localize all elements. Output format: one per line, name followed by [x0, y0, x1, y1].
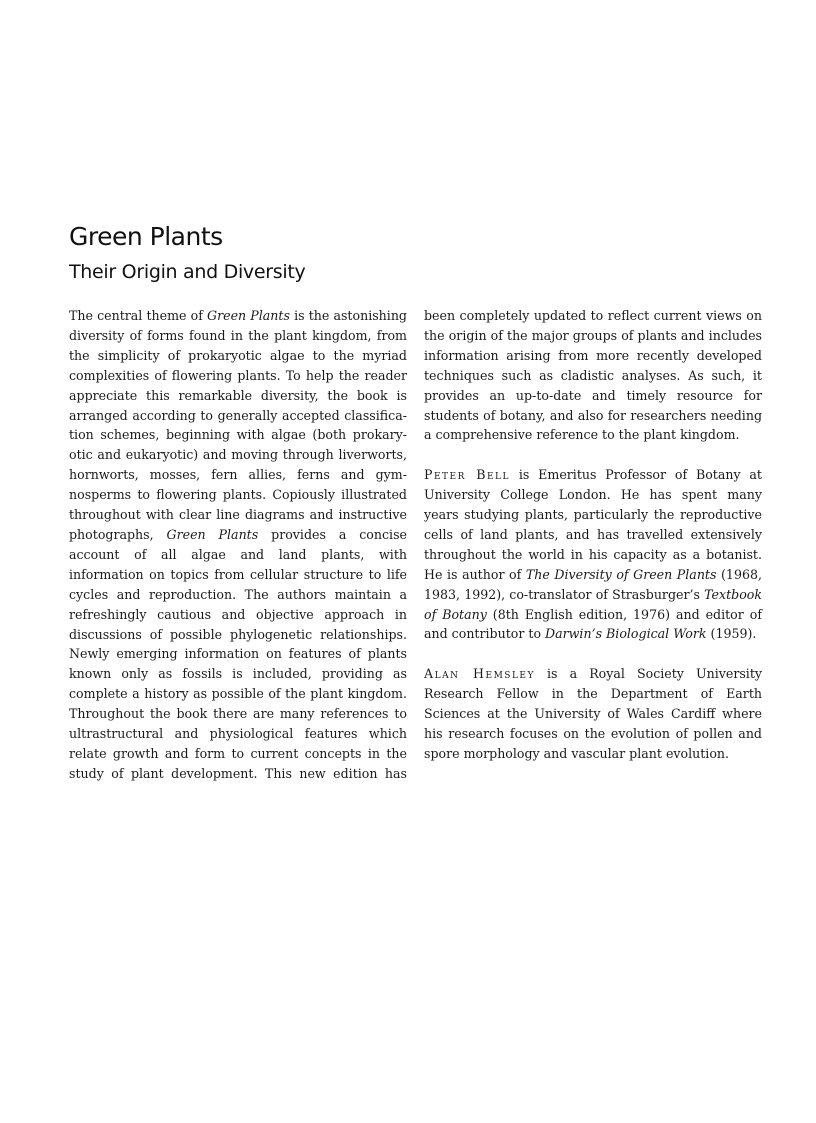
author-work-darwin: Darwin’s Biological Work: [545, 626, 707, 642]
author-work-diversity: The Diversity of Green Plants: [525, 566, 717, 582]
book-subtitle: Their Origin and Diversity: [69, 261, 306, 283]
author-bio-bell-text-b: (1968, 1983, 1992), co-translator of Strasburger’s: [424, 566, 762, 602]
author-bio-hemsley-text: is a Royal Society University Research Fellow in the Department of Earth Sciences at the University of Wales Cardiff where his research focuses on the evolution of pollen and spore morphology and vascular plant evolution.: [424, 666, 762, 761]
author-name-bell: Peter Bell: [424, 467, 511, 483]
book-title: Green Plants: [69, 222, 223, 251]
blurb-paragraph: [69, 306, 407, 784]
blurb-title-italic-2: Green Plants: [166, 526, 259, 542]
blurb-part-2: provides a concise account of all algae and land plants, with information on topics from cellular structure to life cycles and reproduction. The authors maintain a refreshingly cautious and objective approach in discussions of possible phylogenetic relationships. Newly emerging information on features of plants known only as fossils is included, providing as complete a history as possible of the plant kingdom. Throughout the book there are many references to ultrastructural and physiological features which relate growth and form to current concepts in the study of plant development. This new edition has: [69, 526, 408, 781]
blurb-intro: The central theme of: [69, 308, 208, 323]
author-bio-bell-text-d: (1959).: [706, 626, 757, 642]
author-name-hemsley: Alan Hemsley: [424, 666, 535, 682]
author-bio-bell-text-a: is Emeritus Professor of Botany at University College London. He has spent many years studying plants, particularly the reproductive cells of land plants, and has travelled extensively throughout the world in his capacity as a botanist. He is author of: [424, 467, 762, 582]
blurb-column-left: [69, 306, 407, 784]
author-bio-hemsley: [424, 664, 762, 764]
blurb-column-right: [424, 306, 762, 764]
author-bio-bell-text-c: (8th English edition, 1976) and editor of and contributor to: [424, 606, 762, 642]
blurb-part-1: is the astonishing diversity of forms found in the plant kingdom, from the simplicity of prokaryotic algae to the myriad complexities of flowering plants. To help the reader appreciate this remarkable diversity, the book is arranged according to generally accepted classification schemes, beginning with algae (both prokaryotic and eukaryotic) and moving through liverworts, hornworts, mosses, fern allies, ferns and gymnosperms to flowering plants. Copiously illustrated throughout with clear line diagrams and instructive photographs,: [69, 308, 407, 542]
author-bio-bell: [424, 465, 762, 644]
blurb-title-italic: Green Plants: [207, 308, 290, 323]
author-work-textbook: Textbook of Botany: [424, 586, 762, 622]
blurb-continuation: been completely updated to reflect current views on the origin of the major groups of plants and includes information arising from more recently developed techniques such as cladistic analyses. As such, it provides an up-to-date and timely resource for students of botany, and also for researchers needing a comprehensive reference to the plant kingdom.: [424, 308, 762, 443]
